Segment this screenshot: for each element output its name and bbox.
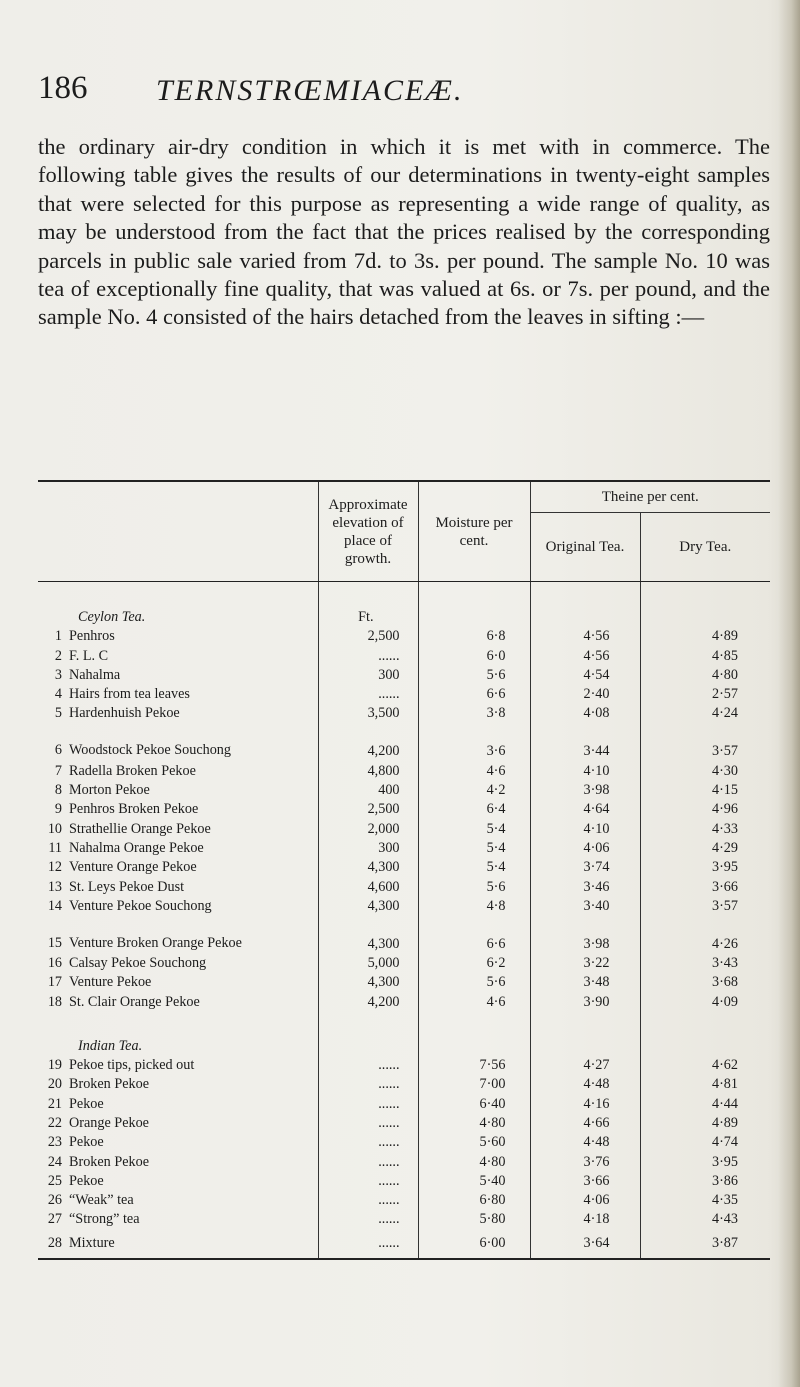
theine-dry-cell: 4·43 (640, 1209, 770, 1228)
elevation-cell: 4,200 (318, 991, 418, 1010)
sample-name: Pekoe (69, 1095, 104, 1112)
sample-name: Venture Pekoe (69, 974, 152, 991)
sample-name: Hardenhuish Pekoe (69, 705, 180, 722)
sample-name-cell (38, 1055, 318, 1074)
sample-name-cell (38, 818, 318, 837)
sample-name: Calsay Pekoe Souchong (69, 955, 207, 972)
theine-dry-cell: 4·81 (640, 1074, 770, 1093)
theine-original-cell: 3·64 (530, 1228, 640, 1259)
sample-name: Venture Pekoe Souchong (69, 897, 212, 914)
elevation-cell: ...... (318, 1132, 418, 1151)
theine-dry-cell: 4·80 (640, 665, 770, 684)
sample-name-cell (38, 780, 318, 799)
theine-dry-cell: 4·89 (640, 1113, 770, 1132)
sample-number: 3 (54, 666, 62, 683)
theine-original-cell: 4·64 (530, 799, 640, 818)
sample-name-cell (38, 760, 318, 779)
theine-original-cell: 4·48 (530, 1132, 640, 1151)
table-row (38, 760, 770, 779)
theine-dry-cell: 3·43 (640, 953, 770, 972)
sample-number: 20 (47, 1076, 62, 1093)
theine-original-cell: 3·46 (530, 876, 640, 895)
moisture-cell: 4·8 (418, 896, 530, 915)
moisture-cell: 4·6 (418, 991, 530, 1010)
theine-original-cell: 4·06 (530, 1190, 640, 1209)
table-row (38, 991, 770, 1010)
moisture-cell: 5·60 (418, 1132, 530, 1151)
elevation-cell: ...... (318, 1074, 418, 1093)
theine-dry-cell: 4·33 (640, 818, 770, 837)
sample-number: 8 (54, 782, 62, 799)
theine-dry-cell: 3·57 (640, 722, 770, 760)
sample-name-cell (38, 1132, 318, 1151)
theine-original-cell: 4·54 (530, 665, 640, 684)
sample-name-cell (38, 915, 318, 953)
sample-number: 22 (47, 1114, 62, 1131)
table-row (38, 722, 770, 760)
moisture-cell: 4·80 (418, 1113, 530, 1132)
sample-number: 24 (47, 1153, 62, 1170)
theine-dry-cell: 4·29 (640, 838, 770, 857)
sample-name-cell (38, 1074, 318, 1093)
theine-original-cell: 3·48 (530, 972, 640, 991)
section-row (38, 1011, 770, 1055)
empty-cell (530, 1011, 640, 1055)
sample-name: Venture Orange Pekoe (69, 859, 197, 876)
sample-number: 26 (47, 1192, 62, 1209)
section-title: Ceylon Tea. (78, 609, 146, 625)
sample-name: Strathellie Orange Pekoe (69, 820, 211, 837)
sample-name: Morton Pekoe (69, 782, 150, 799)
section-unit (318, 1011, 418, 1055)
table-row (38, 972, 770, 991)
theine-dry-cell: 4·89 (640, 626, 770, 645)
sample-name: Woodstock Pekoe Souchong (69, 742, 231, 759)
sample-number: 7 (54, 762, 62, 779)
moisture-cell: 3·6 (418, 722, 530, 760)
elevation-cell: 4,300 (318, 972, 418, 991)
moisture-cell: 4·80 (418, 1151, 530, 1170)
sample-name: Pekoe tips, picked out (69, 1057, 195, 1074)
header-theine: Theine per cent. (530, 481, 770, 513)
sample-name-cell (38, 876, 318, 895)
theine-dry-cell: 4·26 (640, 915, 770, 953)
elevation-cell: ...... (318, 684, 418, 703)
theine-dry-cell: 3·95 (640, 1151, 770, 1170)
theine-dry-cell: 3·66 (640, 876, 770, 895)
sample-number: 6 (54, 742, 62, 759)
theine-original-cell: 3·22 (530, 953, 640, 972)
elevation-cell: 400 (318, 780, 418, 799)
table-row (38, 1113, 770, 1132)
sample-number: 17 (47, 974, 62, 991)
sample-name-cell (38, 991, 318, 1010)
sample-name-cell (38, 1113, 318, 1132)
table-row (38, 818, 770, 837)
empty-cell (530, 582, 640, 627)
table-row (38, 645, 770, 664)
section-row (38, 582, 770, 627)
elevation-cell: 4,300 (318, 857, 418, 876)
table-row (38, 953, 770, 972)
empty-cell (418, 582, 530, 627)
theine-dry-cell: 3·86 (640, 1171, 770, 1190)
elevation-cell: ...... (318, 1151, 418, 1170)
moisture-cell: 6·6 (418, 684, 530, 703)
sample-name: “Strong” tea (69, 1211, 140, 1228)
sample-name-cell (38, 953, 318, 972)
elevation-cell: ...... (318, 1113, 418, 1132)
theine-dry-cell: 4·09 (640, 991, 770, 1010)
page-header (38, 70, 778, 120)
sample-name-cell (38, 703, 318, 722)
sample-number: 11 (48, 839, 62, 856)
table-row (38, 915, 770, 953)
sample-name-cell (38, 857, 318, 876)
theine-dry-cell: 2·57 (640, 684, 770, 703)
theine-dry-cell: 3·68 (640, 972, 770, 991)
table-row (38, 1209, 770, 1228)
sample-name-cell (38, 838, 318, 857)
sample-number: 10 (47, 820, 62, 837)
moisture-cell: 4·6 (418, 760, 530, 779)
moisture-cell: 5·4 (418, 838, 530, 857)
moisture-cell: 5·6 (418, 972, 530, 991)
sample-name-cell (38, 645, 318, 664)
sample-name: Pekoe (69, 1134, 104, 1151)
sample-number: 15 (47, 934, 62, 951)
theine-dry-cell: 4·30 (640, 760, 770, 779)
table-row (38, 780, 770, 799)
sample-number: 21 (47, 1095, 62, 1112)
moisture-cell: 6·4 (418, 799, 530, 818)
table-row (38, 857, 770, 876)
table-row (38, 1093, 770, 1112)
header-elevation: Approximate elevation of place of growth. (318, 481, 418, 582)
sample-name: Nahalma Orange Pekoe (69, 839, 204, 856)
table-row (38, 1151, 770, 1170)
elevation-cell: ...... (318, 645, 418, 664)
sample-number: 23 (47, 1134, 62, 1151)
sample-name: Penhros Broken Pekoe (69, 801, 199, 818)
moisture-cell: 5·80 (418, 1209, 530, 1228)
sample-number: 27 (47, 1211, 62, 1228)
elevation-cell: 2,000 (318, 818, 418, 837)
empty-cell (640, 582, 770, 627)
sample-name: Hairs from tea leaves (69, 686, 190, 703)
moisture-cell: 7·56 (418, 1055, 530, 1074)
theine-original-cell: 4·08 (530, 703, 640, 722)
table-row (38, 1228, 770, 1259)
sample-number: 18 (47, 993, 62, 1010)
theine-dry-cell: 4·15 (640, 780, 770, 799)
elevation-cell: ...... (318, 1228, 418, 1259)
table-row (38, 876, 770, 895)
moisture-cell: 5·4 (418, 857, 530, 876)
theine-dry-cell: 4·62 (640, 1055, 770, 1074)
sample-name: Penhros (69, 628, 115, 645)
moisture-cell: 6·40 (418, 1093, 530, 1112)
sample-number: 28 (47, 1235, 62, 1252)
sample-name-cell (38, 799, 318, 818)
elevation-cell: 2,500 (318, 626, 418, 645)
sample-name: Nahalma (69, 666, 121, 683)
moisture-cell: 5·4 (418, 818, 530, 837)
sample-name-cell (38, 1171, 318, 1190)
theine-original-cell: 4·27 (530, 1055, 640, 1074)
theine-original-cell: 2·40 (530, 684, 640, 703)
theine-original-cell: 4·10 (530, 760, 640, 779)
sample-name-cell (38, 1151, 318, 1170)
table-row (38, 1171, 770, 1190)
theine-dry-cell: 3·95 (640, 857, 770, 876)
sample-number: 9 (54, 801, 62, 818)
moisture-cell: 6·2 (418, 953, 530, 972)
section-unit: Ft. (318, 582, 418, 627)
moisture-cell: 7·00 (418, 1074, 530, 1093)
sample-name-cell (38, 626, 318, 645)
sample-name: St. Clair Orange Pekoe (69, 993, 200, 1010)
moisture-cell: 6·6 (418, 915, 530, 953)
table-row (38, 1132, 770, 1151)
sample-number: 14 (47, 897, 62, 914)
sample-name: Mixture (69, 1235, 115, 1252)
sample-name-cell (38, 722, 318, 760)
theine-original-cell: 3·98 (530, 915, 640, 953)
theine-original-cell: 4·10 (530, 818, 640, 837)
table-row (38, 896, 770, 915)
elevation-cell: 4,200 (318, 722, 418, 760)
sample-name: Radella Broken Pekoe (69, 762, 196, 779)
theine-dry-cell: 3·87 (640, 1228, 770, 1259)
elevation-cell: 5,000 (318, 953, 418, 972)
table-row (38, 1074, 770, 1093)
sample-name: Broken Pekoe (69, 1153, 149, 1170)
sample-name: “Weak” tea (69, 1192, 134, 1209)
moisture-cell: 6·80 (418, 1190, 530, 1209)
sample-number: 19 (47, 1057, 62, 1074)
table-row (38, 838, 770, 857)
theine-dry-cell: 4·96 (640, 799, 770, 818)
table-row (38, 626, 770, 645)
sample-number: 4 (54, 686, 62, 703)
sample-name-cell (38, 1209, 318, 1228)
sample-name-cell (38, 1228, 318, 1259)
moisture-cell: 6·00 (418, 1228, 530, 1259)
sample-name-cell (38, 1190, 318, 1209)
theine-dry-cell: 4·35 (640, 1190, 770, 1209)
sample-number: 1 (54, 628, 62, 645)
theine-original-cell: 4·06 (530, 838, 640, 857)
theine-dry-cell: 4·24 (640, 703, 770, 722)
elevation-cell: ...... (318, 1055, 418, 1074)
theine-original-cell: 3·44 (530, 722, 640, 760)
sample-number: 25 (47, 1172, 62, 1189)
moisture-cell: 5·40 (418, 1171, 530, 1190)
elevation-cell: ...... (318, 1171, 418, 1190)
empty-cell (640, 1011, 770, 1055)
section-title: Indian Tea. (78, 1037, 143, 1054)
header-dry-tea: Dry Tea. (640, 513, 770, 582)
theine-original-cell: 3·76 (530, 1151, 640, 1170)
sample-name: Broken Pekoe (69, 1076, 149, 1093)
elevation-cell: 300 (318, 665, 418, 684)
theine-dry-cell: 4·85 (640, 645, 770, 664)
sample-name: St. Leys Pekoe Dust (69, 878, 185, 895)
theine-original-cell: 4·18 (530, 1209, 640, 1228)
table-row (38, 1055, 770, 1074)
table-row (38, 684, 770, 703)
elevation-cell: ...... (318, 1093, 418, 1112)
elevation-cell: 2,500 (318, 799, 418, 818)
table-row (38, 703, 770, 722)
sample-name: Orange Pekoe (69, 1114, 149, 1131)
sample-name-cell (38, 1093, 318, 1112)
intro-text: the ordinary air-dry condition in which it is met with in commerce. The following table gives the results of our determinations in twenty-eight samples that were selected for this purpose as representing a wide range of quality, as may be understood from the fact that the prices realised by the corresponding parcels in public sale varied from 7d. to 3s. per pound. The sample No. 10 was tea of exceptionally fine quality, that was valued at 6s. or 7s. per pound, and the sample No. 4 consisted of the hairs detached from the leaves in sifting :— (38, 134, 770, 330)
elevation-cell: ...... (318, 1209, 418, 1228)
sample-number: 2 (54, 647, 62, 664)
moisture-cell: 3·8 (418, 703, 530, 722)
theine-original-cell: 4·66 (530, 1113, 640, 1132)
elevation-cell: 3,500 (318, 703, 418, 722)
sample-number: 13 (47, 878, 62, 895)
header-blank (38, 481, 318, 582)
theine-original-cell: 3·66 (530, 1171, 640, 1190)
moisture-cell: 4·2 (418, 780, 530, 799)
elevation-cell: 4,300 (318, 915, 418, 953)
sample-name-cell (38, 684, 318, 703)
elevation-cell: 4,600 (318, 876, 418, 895)
elevation-cell: 4,300 (318, 896, 418, 915)
theine-original-cell: 4·56 (530, 645, 640, 664)
table-row (38, 799, 770, 818)
sample-name: Pekoe (69, 1172, 104, 1189)
page-edge-shadow (778, 0, 800, 1387)
theine-dry-cell: 3·57 (640, 896, 770, 915)
empty-cell (418, 1011, 530, 1055)
moisture-cell: 5·6 (418, 665, 530, 684)
sample-name: Venture Broken Orange Pekoe (69, 934, 242, 951)
theine-original-cell: 4·56 (530, 626, 640, 645)
intro-paragraph (38, 133, 770, 332)
elevation-cell: ...... (318, 1190, 418, 1209)
table-row (38, 665, 770, 684)
sample-name-cell (38, 896, 318, 915)
theine-original-cell: 3·90 (530, 991, 640, 1010)
sample-name-cell (38, 972, 318, 991)
running-title: TERNSTRŒMIACEÆ. (156, 74, 464, 107)
sample-name: F. L. C (69, 647, 109, 664)
table-row (38, 1190, 770, 1209)
theine-original-cell: 3·98 (530, 780, 640, 799)
sample-number: 16 (47, 955, 62, 972)
theine-original-cell: 4·16 (530, 1093, 640, 1112)
moisture-cell: 5·6 (418, 876, 530, 895)
table-body (38, 582, 770, 1260)
theine-dry-cell: 4·74 (640, 1132, 770, 1151)
sample-number: 12 (47, 859, 62, 876)
page-number: 186 (38, 70, 88, 106)
header-moisture: Moisture per cent. (418, 481, 530, 582)
elevation-cell: 4,800 (318, 760, 418, 779)
theine-original-cell: 4·48 (530, 1074, 640, 1093)
sample-number: 5 (54, 705, 62, 722)
header-original-tea: Original Tea. (530, 513, 640, 582)
theine-table (38, 480, 770, 1260)
elevation-cell: 300 (318, 838, 418, 857)
theine-dry-cell: 4·44 (640, 1093, 770, 1112)
theine-original-cell: 3·74 (530, 857, 640, 876)
moisture-cell: 6·8 (418, 626, 530, 645)
theine-original-cell: 3·40 (530, 896, 640, 915)
sample-name-cell (38, 665, 318, 684)
moisture-cell: 6·0 (418, 645, 530, 664)
